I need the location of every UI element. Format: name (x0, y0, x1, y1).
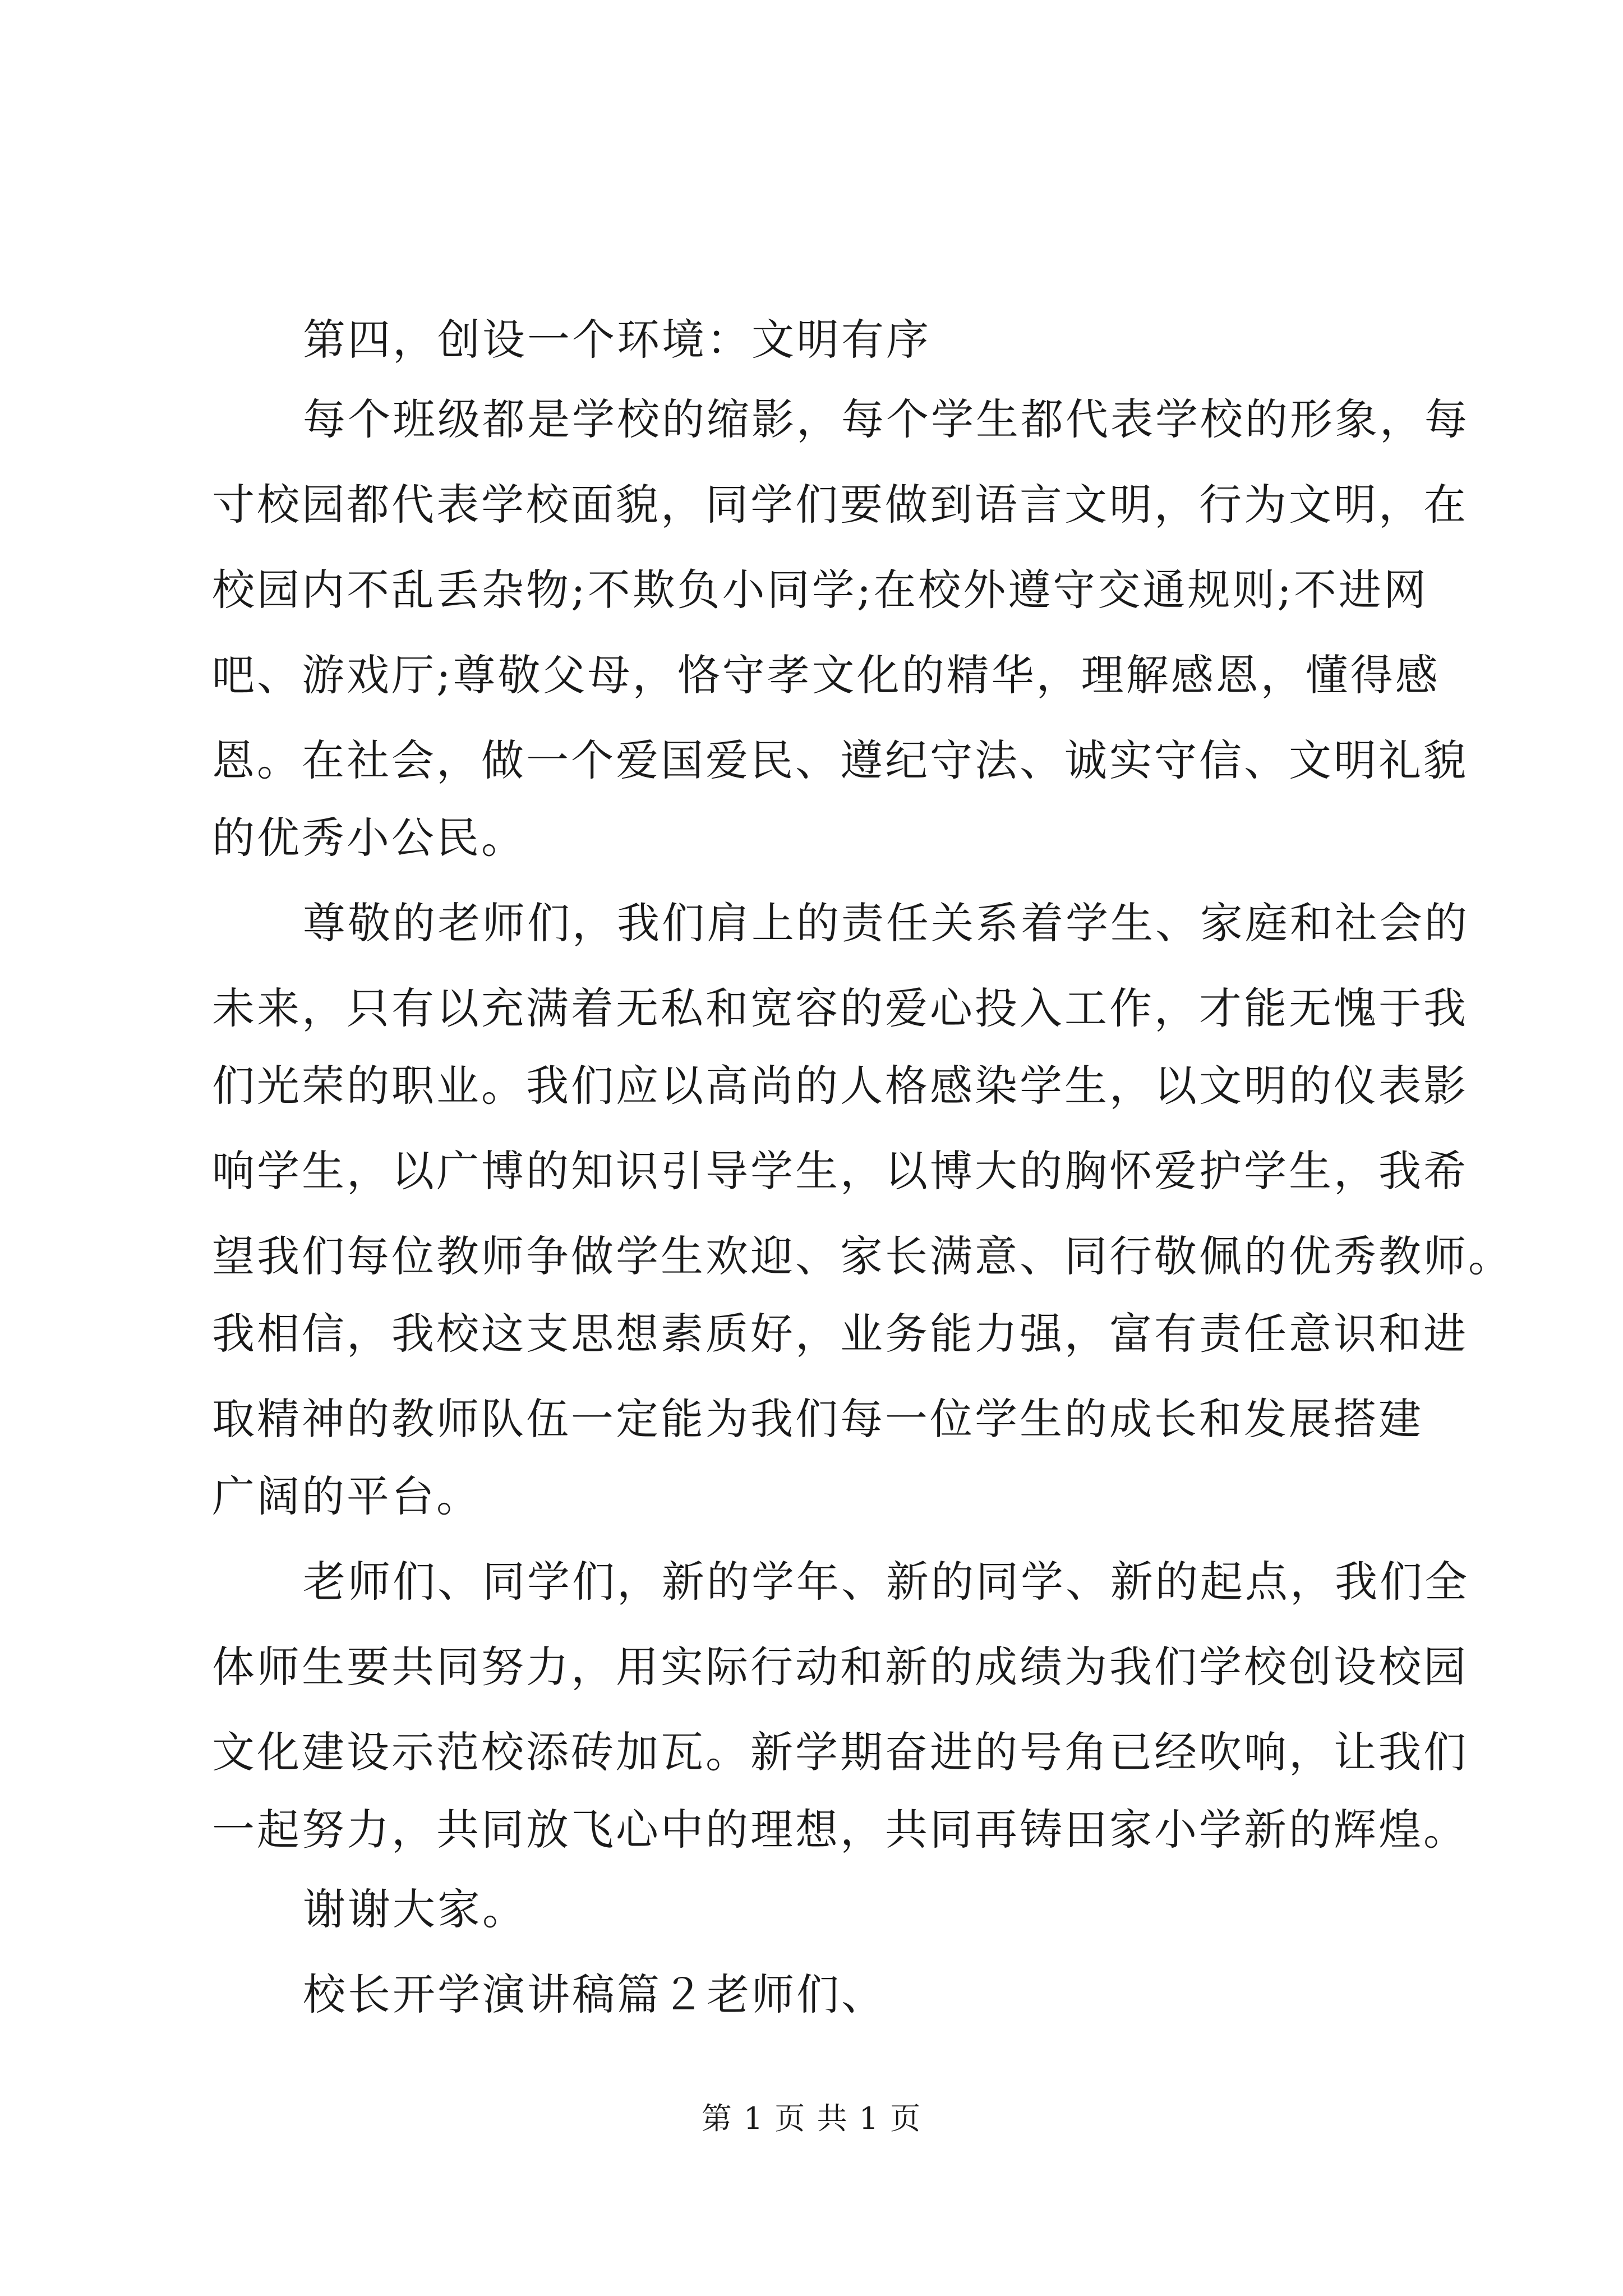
text-line: 的优秀小公民。 (212, 813, 526, 863)
text-line: 恩。在社会，做一个爱国爱民、遵纪守法、诚实守信、文明礼貌 (212, 735, 1468, 785)
text-line: 们光荣的职业。我们应以高尚的人格感染学生，以文明的仪表影 (212, 1061, 1468, 1111)
page-footer: 第 1 页 共 1 页 (701, 2101, 922, 2136)
text-line: 第四，创设一个环境：文明有序 (303, 315, 931, 365)
text-line: 取精神的教师队伍一定能为我们每一位学生的成长和发展搭建 (212, 1394, 1423, 1444)
text-line: 未来，只有以充满着无私和宽容的爱心投入工作，才能无愧于我 (212, 983, 1468, 1033)
text-line: 谢谢大家。 (303, 1884, 527, 1934)
text-line: 尊敬的老师们，我们肩上的责任关系着学生、家庭和社会的 (303, 898, 1469, 948)
text-line: 文化建设示范校添砖加瓦。新学期奋进的号角已经吹响，让我们 (212, 1727, 1468, 1777)
text-line: 一起努力，共同放飞心中的理想，共同再铸田家小学新的辉煌。 (212, 1805, 1468, 1855)
text-line: 望我们每位教师争做学生欢迎、家长满意、同行敬佩的优秀教师。 (212, 1231, 1513, 1281)
text-line: 响学生，以广博的知识引导学生，以博大的胸怀爱护学生，我希 (212, 1146, 1468, 1196)
text-line: 校长开学演讲稿篇２老师们、 (303, 1970, 886, 2019)
text-line: 吧、游戏厅;尊敬父母，恪守孝文化的精华，理解感恩，懂得感 (212, 650, 1440, 700)
text-line: 体师生要共同努力，用实际行动和新的成绩为我们学校创设校园 (212, 1642, 1468, 1692)
text-line: 广阔的平台。 (212, 1471, 481, 1521)
text-line: 每个班级都是学校的缩影，每个学生都代表学校的形象，每 (303, 394, 1469, 444)
text-line: 我相信，我校这支思想素质好，业务能力强，富有责任意识和进 (212, 1309, 1468, 1359)
text-line: 寸校园都代表学校面貌，同学们要做到语言文明，行为文明，在 (212, 480, 1468, 530)
text-line: 校园内不乱丢杂物;不欺负小同学;在校外遵守交通规则;不进网 (212, 565, 1428, 615)
text-line: 老师们、同学们，新的学年、新的同学、新的起点，我们全 (303, 1557, 1469, 1607)
